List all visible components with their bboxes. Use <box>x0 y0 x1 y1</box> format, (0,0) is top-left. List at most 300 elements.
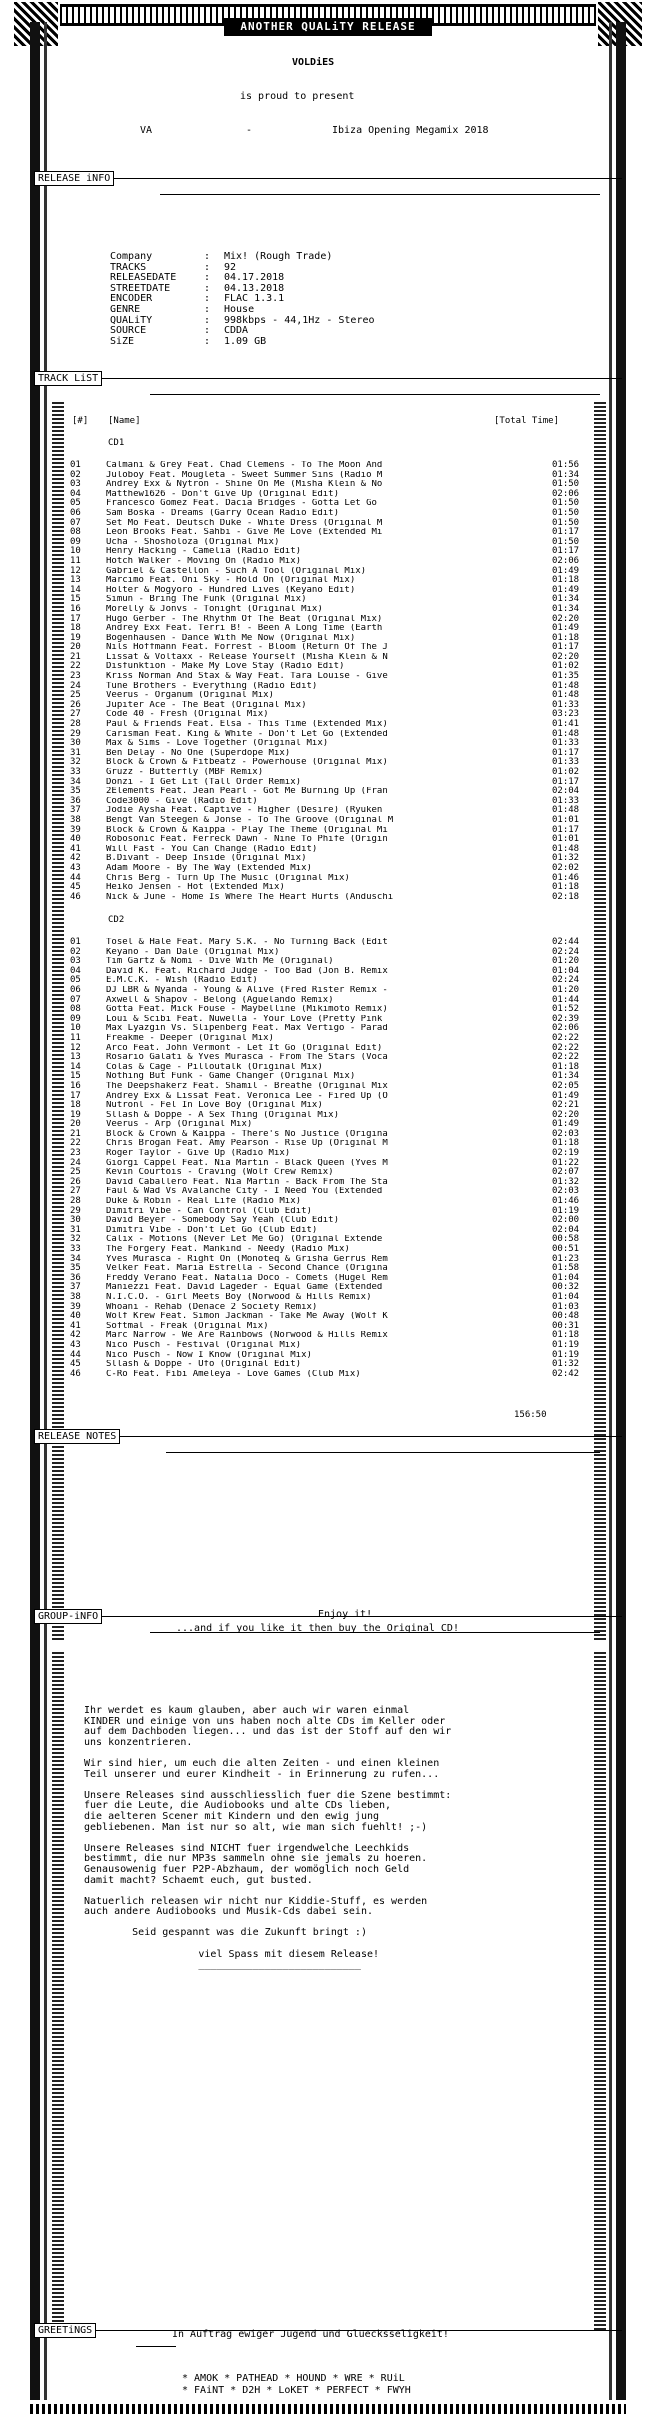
track-number: 01 <box>70 460 81 470</box>
track-time: 00:58 <box>552 1234 580 1245</box>
track-time: 02:00 <box>552 1215 580 1226</box>
track-time: 01:52 <box>552 1004 580 1015</box>
col-time-header: [Total Time] <box>494 416 560 426</box>
track-name: Henry Hacking - Camelia (Radio Edit) <box>106 547 302 557</box>
track-row <box>70 749 590 759</box>
release-info-key: ENCODER <box>110 293 153 305</box>
track-time: 02:39 <box>552 1013 580 1024</box>
release-info-key: STREETDATE <box>110 282 171 294</box>
group-info-paragraph: Unsere Releases sind NICHT fuer irgendwelche Leechkids bestimmt, die nur MP3s sammeln ohne sie jemals zu hoeren. Genausowenig fuer P2P-Abzhaum, der womöglich noch Geld damit macht? Schaemt euch, gut busted. <box>84 1842 428 1886</box>
track-name: Softmal - Freak (Original Mix) <box>106 1321 269 1331</box>
track-number: 39 <box>70 824 81 835</box>
release-info-key: QUALiTY <box>110 314 153 326</box>
track-row <box>70 948 590 958</box>
track-name: Ben Delay - No One (Superdope Mix) <box>106 748 291 758</box>
track-name: Jupiter Ace - The Beat (Original Mix) <box>106 700 307 710</box>
track-time: 02:24 <box>552 975 580 986</box>
track-number: 29 <box>70 728 81 739</box>
track-time: 01:17 <box>552 546 580 557</box>
track-number: 41 <box>70 843 81 854</box>
track-time: 01:50 <box>552 517 580 528</box>
track-row <box>70 1005 590 1015</box>
track-number: 35 <box>70 786 81 797</box>
track-row <box>70 778 590 788</box>
track-time: 01:22 <box>552 1157 580 1168</box>
track-number: 41 <box>70 1320 81 1331</box>
cd1-label: CD1 <box>108 438 125 448</box>
track-number: 31 <box>70 747 81 758</box>
track-name: Andrey Exx Feat. Terri B! - Been A Long Time (Earth <box>106 624 383 634</box>
track-name: Paul & Friends Feat. Elsa - This Time (Extended Mix) <box>106 720 388 730</box>
track-number: 30 <box>70 738 81 749</box>
track-row <box>70 1187 590 1197</box>
track-time: 01:19 <box>552 1339 580 1350</box>
track-name: Faul & Wad Vs Avalanche City - I Need You (Extended <box>106 1187 383 1197</box>
track-row <box>70 1283 590 1293</box>
track-name: Wolf Krew Feat. Simon Jackman - Take Me Away (Wolf K <box>106 1312 388 1322</box>
greetings-line-2: * FAiNT * D2H * LoKET * PERFECT * FWYH <box>182 2385 411 2396</box>
track-name: Kevin Courtois - Craving (Wolf Crew Remix) <box>106 1168 334 1178</box>
track-number: 21 <box>70 651 81 662</box>
track-row <box>70 758 590 768</box>
track-row <box>70 471 590 481</box>
track-number: 39 <box>70 1301 81 1312</box>
track-name: E.M.C.K. - Wish (Radio Edit) <box>106 976 258 986</box>
track-time: 01:33 <box>552 738 580 749</box>
track-name: Rosario Galati & Yves Murasca - From The Stars (Voca <box>106 1053 388 1063</box>
track-row <box>70 701 590 711</box>
track-row <box>70 1235 590 1245</box>
track-number: 13 <box>70 1052 81 1063</box>
track-name: Maniezzi Feat. David Lageder - Equal Game (Extended <box>106 1283 383 1293</box>
track-number: 25 <box>70 1167 81 1178</box>
track-time: 01:18 <box>552 882 580 893</box>
track-number: 11 <box>70 1032 81 1043</box>
track-time: 02:07 <box>552 1167 580 1178</box>
track-name: Nick & June - Home Is Where The Heart Hurts (Anduschi <box>106 892 394 902</box>
track-number: 23 <box>70 671 81 682</box>
track-name: Colas & Cage - Pilloutalk (Original Mix) <box>106 1062 323 1072</box>
track-number: 16 <box>70 1080 81 1091</box>
track-time: 01:19 <box>552 1349 580 1360</box>
track-time: 01:48 <box>552 680 580 691</box>
track-name: David K. Feat. Richard Judge - Too Bad (Jon B. Remix <box>106 966 388 976</box>
track-row <box>70 883 590 893</box>
track-time: 01:17 <box>552 642 580 653</box>
track-row <box>70 996 590 1006</box>
track-time: 01:20 <box>552 956 580 967</box>
track-time: 01:33 <box>552 699 580 710</box>
release-info-colon: : <box>204 314 211 326</box>
group-info-paragraph: Seid gespannt was die Zukunft bringt :) <box>84 1927 367 1939</box>
track-time: 02:06 <box>552 555 580 566</box>
ascii-side-pattern-right <box>594 1650 606 2330</box>
track-row <box>70 730 590 740</box>
track-row <box>70 826 590 836</box>
track-number: 28 <box>70 1196 81 1207</box>
track-row <box>70 893 590 903</box>
release-info-value: 998kbps - 44,1Hz - Stereo <box>224 314 375 326</box>
track-name: Francesco Gomez Feat. Dacia Bridges - Gotta Let Go <box>106 499 377 509</box>
track-number: 32 <box>70 757 81 768</box>
track-number: 18 <box>70 1100 81 1111</box>
track-row <box>70 720 590 730</box>
track-name: Gruzz - Butterfly (MBF Remix) <box>106 768 264 777</box>
track-number: 09 <box>70 1013 81 1024</box>
track-number: 02 <box>70 946 81 957</box>
track-name: Dimitri Vibe - Don't Let Go (Club Edit) <box>106 1225 318 1235</box>
track-row <box>70 538 590 548</box>
track-number: 10 <box>70 546 81 557</box>
track-number: 27 <box>70 1186 81 1197</box>
track-row <box>70 1351 590 1361</box>
track-time: 01:41 <box>552 719 580 730</box>
track-time: 01:46 <box>552 1196 580 1207</box>
track-row <box>70 768 590 778</box>
track-number: 15 <box>70 594 81 605</box>
track-time: 01:18 <box>552 575 580 586</box>
track-number: 05 <box>70 975 81 986</box>
track-row <box>70 1303 590 1313</box>
track-row <box>70 1293 590 1303</box>
track-time: 01:50 <box>552 507 580 518</box>
track-number: 22 <box>70 661 81 672</box>
track-name: N.I.C.O. - Girl Meets Boy (Norwood & Hills Remix) <box>106 1292 372 1302</box>
track-row <box>70 816 590 826</box>
track-time: 01:50 <box>552 498 580 509</box>
track-row <box>70 547 590 557</box>
track-number: 32 <box>70 1234 81 1245</box>
group-info-paragraph: viel Spass mit diesem Release! ___________________________ <box>198 1948 380 1971</box>
track-name: Heiko Jensen - Hot (Extended Mix) <box>106 883 285 893</box>
track-row <box>70 797 590 807</box>
track-row <box>70 490 590 500</box>
track-row <box>70 1130 590 1140</box>
track-number: 30 <box>70 1215 81 1226</box>
track-name: Dimitri Vibe - Can Control (Club Edit) <box>106 1206 312 1216</box>
track-row <box>70 605 590 615</box>
track-name: Donzi - I Get Lit (Tall Order Remix) <box>106 777 302 787</box>
track-row <box>70 519 590 529</box>
col-number-header: [#] <box>72 416 89 426</box>
release-info-colon: : <box>204 293 211 305</box>
track-number: 17 <box>70 613 81 624</box>
track-name: Jodie Aysha Feat. Captive - Higher (Desire) (Ryuken <box>106 806 383 816</box>
track-time: 01:49 <box>552 623 580 634</box>
track-name: Veerus - Organum (Original Mix) <box>106 691 274 701</box>
track-row <box>70 976 590 986</box>
track-time: 01:32 <box>552 1176 580 1187</box>
track-number: 14 <box>70 1061 81 1072</box>
track-name: Block & Crown & Kaippa - Play The Theme (Original Mi <box>106 825 388 835</box>
track-name: Sllash & Doppe - Ufo (Original Edit) <box>106 1360 302 1370</box>
track-number: 28 <box>70 719 81 730</box>
track-row <box>70 586 590 596</box>
track-row <box>70 461 590 471</box>
ascii-bottom-bar <box>30 2404 626 2414</box>
group-info-paragraph: Ihr werdet es kaum glauben, aber auch wir waren einmal KINDER und einige von uns haben noch alte CDs im Keller oder auf dem Dachboden liegen... und das ist der Stoff auf den wir uns konzentrieren. <box>84 1705 452 1748</box>
track-name: Nils Hoffmann Feat. Forrest - Bloom (Return Of The J <box>106 643 388 653</box>
greetings-motto: In Auftrag ewiger Jugend und Gluecksseligkeit! <box>172 2329 449 2340</box>
track-name: C-Ro Feat. Fibi Ameleya - Love Games (Club Mix) <box>106 1369 361 1379</box>
track-name: Nutronl - Fel In Love Boy (Original Mix) <box>106 1101 323 1111</box>
release-info-value: CDDA <box>224 325 249 337</box>
track-number: 36 <box>70 1272 81 1283</box>
track-name: Code 40 - Fresh (Original Mix) <box>106 710 269 720</box>
track-time: 02:20 <box>552 651 580 662</box>
track-number: 08 <box>70 527 81 538</box>
track-name: Tosel & Hale Feat. Mary S.K. - No Turning Back (Edit <box>106 938 388 947</box>
track-time: 02:03 <box>552 1186 580 1197</box>
track-name: Marcimo Feat. Oni Sky - Hold On (Original Mix) <box>106 576 356 586</box>
cd2-track-list <box>70 938 590 1379</box>
track-time: 01:49 <box>552 1090 580 1101</box>
ascii-side-pattern-right <box>594 400 606 1640</box>
track-number: 34 <box>70 1253 81 1264</box>
track-number: 43 <box>70 1339 81 1350</box>
track-row <box>70 1120 590 1130</box>
track-name: Robosonic Feat. Ferreck Dawn - Nine To Phife (Origin <box>106 835 388 845</box>
track-number: 38 <box>70 814 81 825</box>
track-row <box>70 691 590 701</box>
track-time: 01:17 <box>552 527 580 538</box>
track-name: Yves Murasca - Right On (Monoteq & Grisha Gerrus Rem <box>106 1254 388 1264</box>
track-number: 34 <box>70 776 81 787</box>
track-time: 01:33 <box>552 795 580 806</box>
track-name: Calix - Motions (Never Let Me Go) (Original Extende <box>106 1235 383 1245</box>
track-name: Disfunktion - Make My Love Stay (Radio Edit) <box>106 662 345 672</box>
release-artist: VA <box>140 125 153 136</box>
track-row <box>70 864 590 874</box>
track-row <box>70 1082 590 1092</box>
track-row <box>70 480 590 490</box>
track-row <box>70 567 590 577</box>
track-number: 44 <box>70 1349 81 1360</box>
track-row <box>70 643 590 653</box>
track-time: 01:34 <box>552 603 580 614</box>
track-name: Freakme - Deeper (Original Mix) <box>106 1033 274 1043</box>
section-underline <box>166 1452 600 1453</box>
track-number: 40 <box>70 1311 81 1322</box>
track-time: 01:04 <box>552 1291 580 1302</box>
track-name: Velker Feat. Maria Estrella - Second Chance (Origina <box>106 1264 388 1274</box>
track-row <box>70 615 590 625</box>
release-info-colon: : <box>204 282 211 294</box>
track-name: Whoani - Rehab (Denace 2 Society Remix) <box>106 1302 318 1312</box>
track-time: 02:44 <box>552 937 580 947</box>
track-time: 01:46 <box>552 872 580 883</box>
track-number: 26 <box>70 1176 81 1187</box>
track-time: 03:23 <box>552 709 580 720</box>
track-row <box>70 1149 590 1159</box>
track-time: 02:42 <box>552 1368 580 1379</box>
track-time: 01:18 <box>552 1061 580 1072</box>
track-number: 06 <box>70 507 81 518</box>
enjoy-text: Enjoy it! <box>318 1609 373 1620</box>
group-info-paragraph: Unsere Releases sind ausschliesslich fuer die Szene bestimmt: fuer die Leute, die Audiobooks und alte CDs lieben, die aelteren Scener mit Kindern und den ewig jung gebliebenen. Man ist nur so alt, wie man sich fuehlt! ;-) <box>84 1789 452 1833</box>
section-header-group-info: GROUP-iNFO <box>34 1609 102 1624</box>
section-underline <box>136 2346 176 2347</box>
track-time: 01:18 <box>552 1138 580 1149</box>
track-number: 20 <box>70 642 81 653</box>
track-name: Duke & Robin - Real Life (Radio Mix) <box>106 1197 302 1207</box>
track-time: 01:02 <box>552 767 580 777</box>
track-number: 04 <box>70 488 81 499</box>
track-number: 37 <box>70 1282 81 1293</box>
track-row <box>70 1053 590 1063</box>
release-info-value: House <box>224 303 255 315</box>
track-time: 02:03 <box>552 1128 580 1139</box>
release-info-value: 04.13.2018 <box>224 282 285 294</box>
section-header-track-list: TRACK LiST <box>34 371 102 386</box>
release-info-colon: : <box>204 335 211 347</box>
track-time: 01:49 <box>552 584 580 595</box>
track-number: 42 <box>70 853 81 864</box>
track-time: 01:32 <box>552 853 580 864</box>
track-row <box>70 1034 590 1044</box>
track-name: The Forgery Feat. Mankind - Needy (Radio Mix) <box>106 1245 350 1254</box>
track-time: 02:05 <box>552 1080 580 1091</box>
track-row <box>70 528 590 538</box>
track-time: 01:18 <box>552 632 580 643</box>
track-row <box>70 1024 590 1034</box>
track-row <box>70 1197 590 1207</box>
track-name: Nico Pusch - Now I Know (Original Mix) <box>106 1350 312 1360</box>
release-info-colon: : <box>204 272 211 284</box>
track-number: 46 <box>70 891 81 902</box>
track-time: 01:17 <box>552 776 580 787</box>
track-number: 35 <box>70 1263 81 1274</box>
track-time: 01:48 <box>552 843 580 854</box>
track-row <box>70 576 590 586</box>
track-name: The Deepshakerz Feat. Shamil - Breathe (Original Mix <box>106 1081 388 1091</box>
track-time: 01:01 <box>552 834 580 845</box>
track-time: 02:04 <box>552 786 580 797</box>
track-time: 01:34 <box>552 594 580 605</box>
release-info-value: 04.17.2018 <box>224 272 285 284</box>
track-time: 01:33 <box>552 757 580 768</box>
track-row <box>70 806 590 816</box>
track-row <box>70 1226 590 1236</box>
track-time: 01:01 <box>552 814 580 825</box>
track-name: Veerus - Arp (Original Mix) <box>106 1120 253 1130</box>
track-number: 08 <box>70 1004 81 1015</box>
track-time: 02:20 <box>552 1109 580 1120</box>
cd1-track-list <box>70 461 590 902</box>
cd2-label: CD2 <box>108 915 125 925</box>
track-time: 01:48 <box>552 728 580 739</box>
track-name: David Caballero Feat. Nia Martin - Back From The Sta <box>106 1177 388 1187</box>
release-info-key: TRACKS <box>110 261 147 273</box>
tagline: is proud to present <box>240 91 355 102</box>
track-number: 03 <box>70 479 81 490</box>
track-name: Gotta Feat. Mick Fouse - Maybelline (Mikimoto Remix) <box>106 1005 388 1015</box>
track-row <box>70 1092 590 1102</box>
track-number: 36 <box>70 795 81 806</box>
track-time: 01:18 <box>552 1330 580 1341</box>
track-row <box>70 1370 590 1380</box>
track-name: Nico Pusch - Festival (Original Mix) <box>106 1340 302 1350</box>
track-name: Axwell & Shapov - Belong (Aguelando Remix) <box>106 995 334 1005</box>
track-row <box>70 1044 590 1054</box>
track-row <box>70 1322 590 1332</box>
track-row <box>70 1072 590 1082</box>
track-time: 02:21 <box>552 1100 580 1111</box>
track-name: Calmani & Grey Feat. Chad Clemens - To The Moon And <box>106 461 383 470</box>
section-underline <box>150 394 600 395</box>
track-time: 02:04 <box>552 1224 580 1235</box>
track-number: 13 <box>70 575 81 586</box>
track-name: Freddy Verano Feat. Natalia Doco - Comets (Hugel Rem <box>106 1273 388 1283</box>
track-time: 02:06 <box>552 488 580 499</box>
track-name: Block & Crown & Fitbeatz - Powerhouse (Original Mix) <box>106 758 388 768</box>
track-number: 45 <box>70 1359 81 1370</box>
track-row <box>70 835 590 845</box>
track-number: 07 <box>70 994 81 1005</box>
track-row <box>70 509 590 519</box>
release-info-key: SOURCE <box>110 325 147 337</box>
track-time: 01:04 <box>552 965 580 976</box>
track-row <box>70 938 590 948</box>
track-number: 33 <box>70 767 81 777</box>
track-row <box>70 1312 590 1322</box>
track-row <box>70 595 590 605</box>
track-name: Set Mo Feat. Deutsch Duke - White Dress (Original M <box>106 518 383 528</box>
track-row <box>70 854 590 864</box>
track-row <box>70 1139 590 1149</box>
track-number: 46 <box>70 1368 81 1379</box>
track-number: 21 <box>70 1128 81 1139</box>
track-number: 24 <box>70 1157 81 1168</box>
track-number: 18 <box>70 623 81 634</box>
track-time: 02:22 <box>552 1042 580 1053</box>
track-row <box>70 1178 590 1188</box>
track-row <box>70 1341 590 1351</box>
track-name: Loui & Scibi Feat. Nuwella - Your Love (Pretty Pink <box>106 1014 383 1024</box>
track-number: 02 <box>70 469 81 480</box>
track-row <box>70 1360 590 1370</box>
track-row <box>70 787 590 797</box>
track-row <box>70 1015 590 1025</box>
release-info-key: RELEASEDATE <box>110 272 177 284</box>
track-time: 02:06 <box>552 1023 580 1034</box>
track-number: 24 <box>70 680 81 691</box>
track-name: Adam Moore - By The Way (Extended Mix) <box>106 863 312 873</box>
release-info-value: 92 <box>224 261 237 273</box>
track-row <box>70 967 590 977</box>
group-info-paragraph: Natuerlich releasen wir nicht nur Kiddie-Stuff, es werden auch andere Audiobooks und Musik-Cds dabei sein. <box>84 1895 428 1918</box>
ascii-side-pattern-left <box>52 400 64 1640</box>
track-time: 01:02 <box>552 661 580 672</box>
track-row <box>70 624 590 634</box>
track-name: Max Lyazgin Vs. Slipenberg Feat. Max Vertigo - Parad <box>106 1024 388 1034</box>
track-number: 29 <box>70 1205 81 1216</box>
track-time: 02:24 <box>552 946 580 957</box>
track-row <box>70 1159 590 1169</box>
section-divider <box>34 178 622 179</box>
track-time: 02:19 <box>552 1148 580 1159</box>
track-row <box>70 1245 590 1255</box>
track-number: 03 <box>70 956 81 967</box>
track-number: 17 <box>70 1090 81 1101</box>
track-number: 27 <box>70 709 81 720</box>
release-info-value: 1.09 GB <box>224 335 267 347</box>
release-dash: - <box>246 125 253 136</box>
track-name: Chris Berg - Turn Up The Music (Original Mix) <box>106 873 350 883</box>
track-name: Chris Brogan Feat. Amy Pearson - Rise Up (Original M <box>106 1139 388 1149</box>
release-info-value: FLAC 1.3.1 <box>224 293 285 305</box>
track-number: 23 <box>70 1148 81 1159</box>
